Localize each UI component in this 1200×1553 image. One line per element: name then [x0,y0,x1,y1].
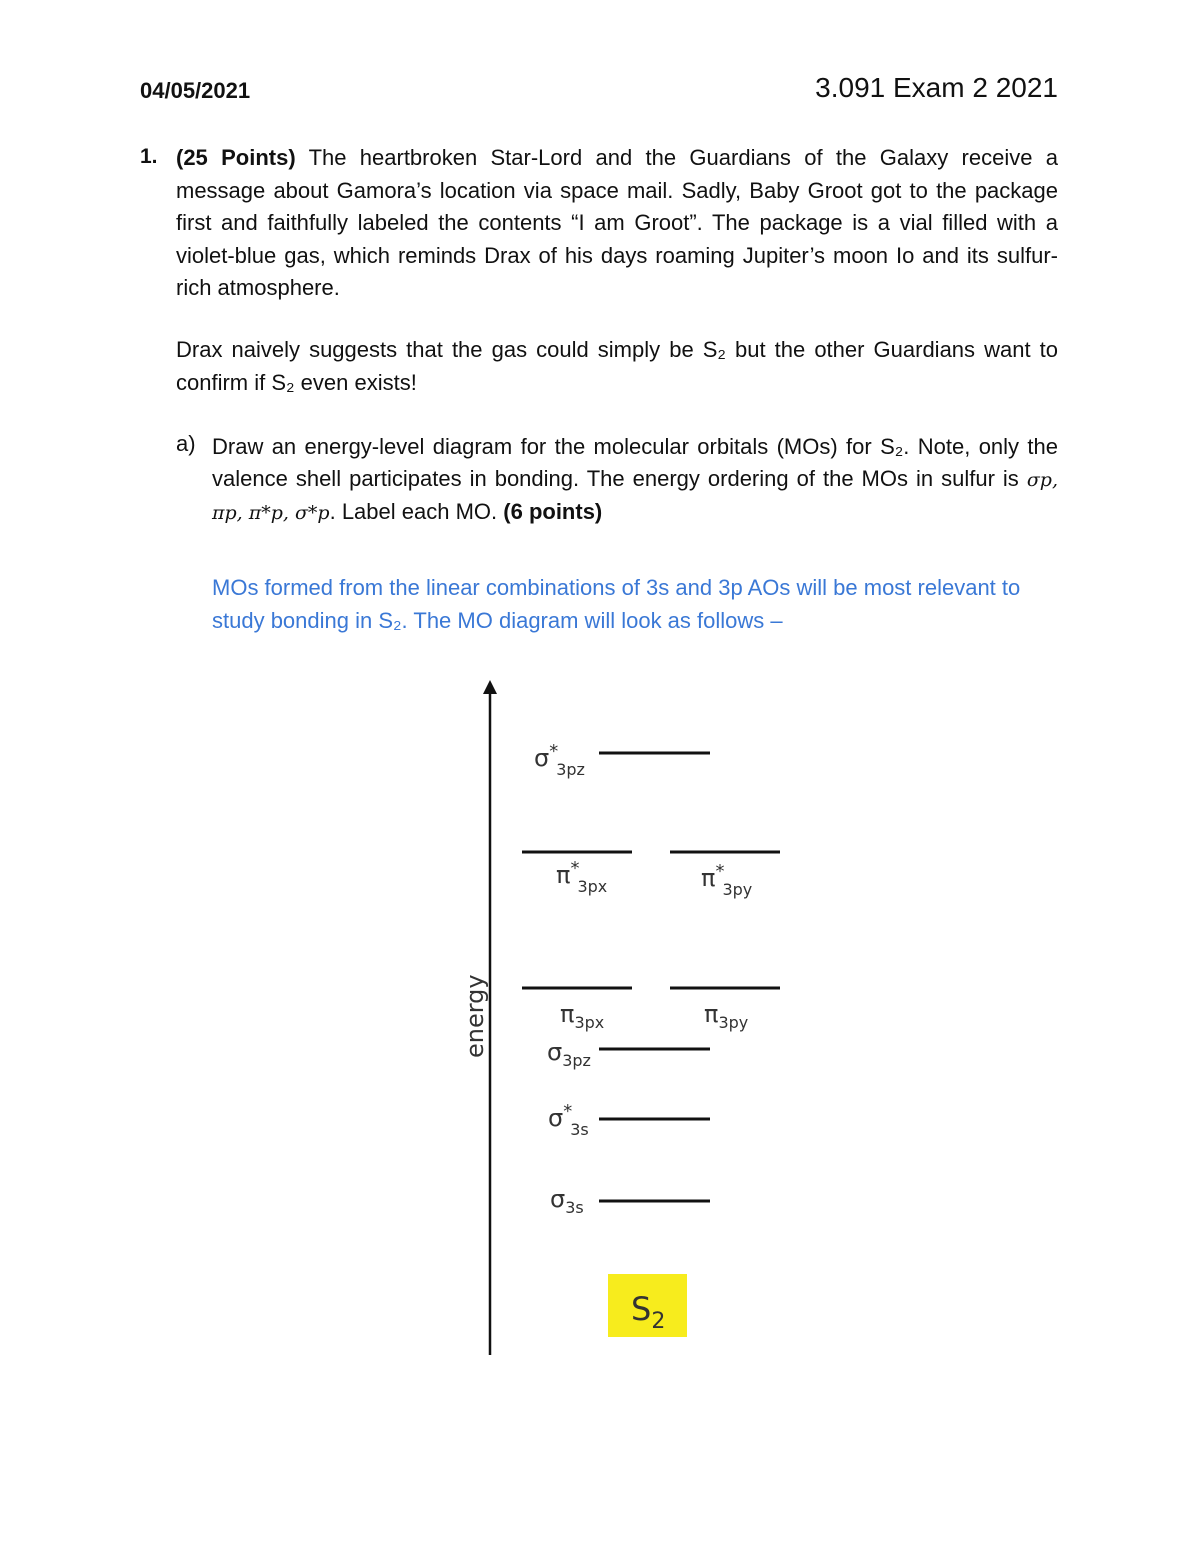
part-a-label: a) [176,431,196,456]
question-points: (25 Points) [176,145,296,170]
part-a-instructions-end: . Label each MO. [329,499,498,524]
label-sigma-3pz: $\sigma_{3pz}$ [547,1038,591,1070]
question-text: The heartbroken Star-Lord and the Guardians of the Galaxy receive a message about Gamora’s location via space mail. Sadly, Baby Groot got to the package first and faithfully labeled the contents “I am Groot”. The package is a vial filled with a violet-blue gas, which reminds Drax of his days roaming Jupiter’s moon Io and its sulfur-rich atmosphere. [176,145,1059,300]
exam-title: 3.091 Exam 2 2021 [815,72,1058,103]
part-a-points: (6 points) [503,499,603,524]
question-number: 1. [140,145,158,168]
energy-axis-arrowhead [483,680,497,694]
molecule-label: $S_2$ [631,1290,666,1334]
energy-axis-label: energy [461,974,489,1058]
label-sigma-3s: $\sigma_{3s}$ [550,1185,584,1217]
label-pi-star-3px: π* 3px [556,858,608,896]
label-pi-3py: $\pi_{3py}$ [704,1000,749,1032]
label-sigma-star-3s: σ* 3s [548,1101,589,1139]
label-pi-3px: $\pi_{3px}$ [560,1000,605,1032]
label-pi-star-3py: π* 3py [701,861,753,899]
question-paragraph-2: Drax naively suggests that the gas could simply be S₂ but the other Guardians want to confirm if S₂ even exists! [176,337,1058,395]
header-date: 04/05/2021 [140,78,251,103]
mo-ordering: σp, πp, π*p, σ*p [212,469,1058,524]
label-sigma-star-3pz: σ* 3pz [534,741,585,779]
answer-text: MOs formed from the linear combinations of 3s and 3p AOs will be most relevant to study bonding in S₂. The MO diagram will look as follows – [212,575,1021,633]
part-a-instructions: Draw an energy-level diagram for the molecular orbitals (MOs) for S₂. Note, only the valence shell participates in bonding. The energy ordering of the MOs in sulfur is [212,434,1058,491]
